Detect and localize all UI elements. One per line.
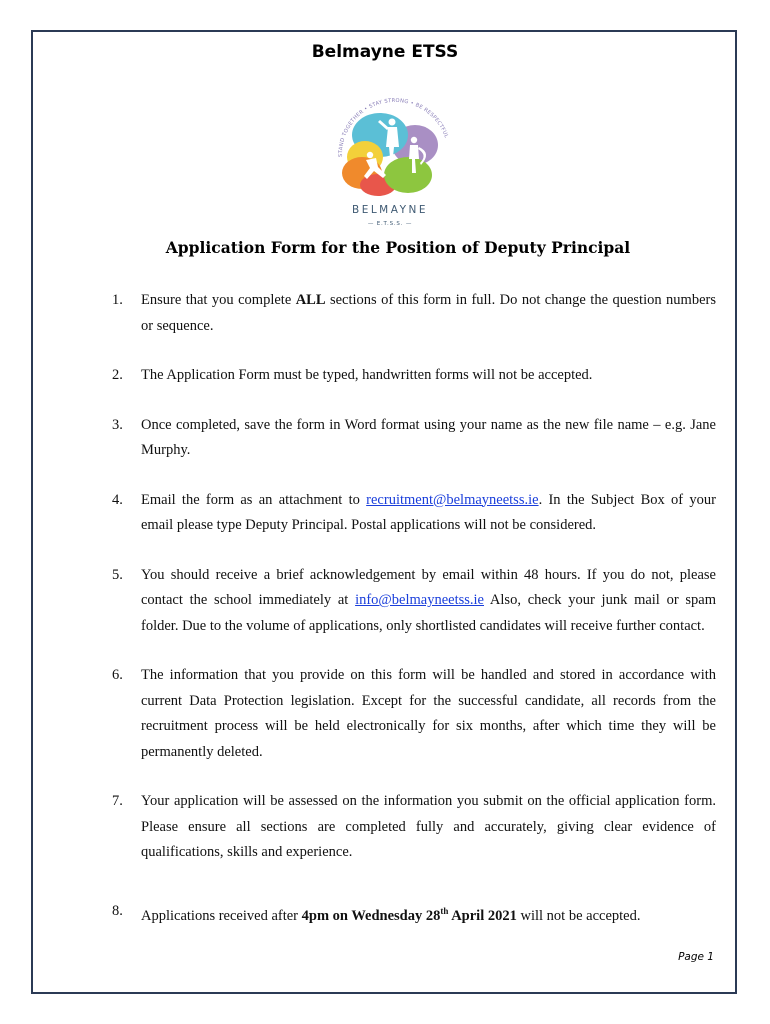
logo-subtitle: — E.T.S.S. — bbox=[367, 221, 413, 227]
instruction-text: ALL bbox=[295, 292, 326, 308]
page-number: Page 1 bbox=[678, 951, 714, 963]
instruction-list bbox=[112, 288, 716, 929]
instruction-text: Once completed, save the form in Word format using your name as the new file name – e.g. Jane Murphy. bbox=[141, 416, 716, 458]
instruction-text: th bbox=[440, 905, 449, 916]
info-email-link[interactable]: info@belmayneetss.ie bbox=[355, 592, 484, 608]
instruction-item bbox=[112, 663, 716, 765]
instruction-item bbox=[112, 363, 716, 389]
instruction-text: Applications received after bbox=[141, 907, 302, 924]
instruction-number: 3. bbox=[112, 416, 123, 433]
instruction-text: The Application Form must be typed, handwritten forms will not be accepted. bbox=[141, 367, 593, 383]
instruction-text: Your application will be assessed on the information you submit on the official application form. Please ensure all sections are completed fully and accurately, giving clear evidence of qualifications, skills and experience. bbox=[141, 793, 716, 860]
logo-name: BELMAYNE bbox=[351, 204, 429, 216]
instruction-text: 4pm on Wednesday 28 bbox=[301, 907, 441, 924]
instruction-item bbox=[112, 488, 716, 539]
instruction-item bbox=[112, 899, 716, 929]
instruction-number: 7. bbox=[112, 793, 123, 809]
instruction-item bbox=[112, 288, 716, 339]
instruction-text: April 2021 bbox=[448, 907, 517, 924]
logo-emblem bbox=[342, 113, 438, 196]
instruction-number: 5. bbox=[112, 566, 123, 583]
instruction-number: 4. bbox=[112, 491, 123, 508]
instruction-item bbox=[112, 789, 716, 866]
instruction-item bbox=[112, 413, 716, 464]
instruction-number: 6. bbox=[112, 667, 123, 683]
instruction-text: You should receive a brief acknowledgement by email within 48 hours. If you do not, please contact the school immediately at bbox=[141, 566, 716, 608]
instruction-text: sections of this form in full. Do not change the question numbers or sequence. bbox=[141, 292, 716, 334]
instruction-number: 1. bbox=[112, 292, 123, 308]
instruction-number: 2. bbox=[112, 367, 123, 383]
recruitment-email-link[interactable]: recruitment@belmayneetss.ie bbox=[366, 491, 539, 508]
instruction-text: . In the Subject Box of your email please type Deputy Principal. Postal applications will not be considered. bbox=[141, 491, 716, 533]
instruction-text: Also, check your junk mail or spam folder. Due to the volume of applications, only shortlisted candidates will receive further contact. bbox=[141, 592, 716, 634]
form-title: Application Form for the Position of Deputy Principal bbox=[165, 238, 631, 257]
instruction-text: Ensure that you complete bbox=[141, 292, 296, 308]
school-logo bbox=[320, 95, 460, 235]
instruction-number: 8. bbox=[112, 902, 123, 919]
instruction-text: will not be accepted. bbox=[516, 907, 641, 924]
instruction-item bbox=[112, 563, 716, 640]
logo-arc-text: STAND TOGETHER • STAY STRONG • BE RESPECTFUL bbox=[337, 97, 450, 158]
page-header-title: Belmayne ETSS bbox=[311, 42, 459, 62]
instruction-text: The information that you provide on this form will be handled and stored in accordance with current Data Protection legislation. Except for the successful candidate, all records from the recruitment process will be held electronically for six months, after which time they will be permanently deleted. bbox=[141, 667, 716, 760]
instruction-text: Email the form as an attachment to bbox=[141, 491, 367, 508]
